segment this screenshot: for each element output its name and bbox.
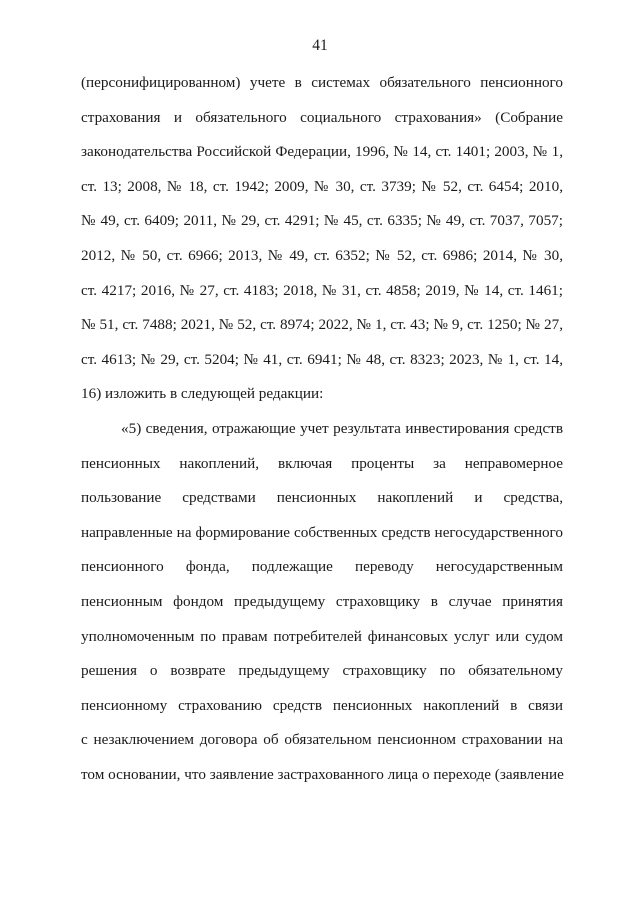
paragraph-amendment-intro (81, 66, 563, 412)
text-line: законодательства Российской Федерации, 1996, № 14, ст. 1401; 2003, № 1, (81, 143, 563, 161)
text-line: пользование средствами пенсионных накоплений и средства, (81, 489, 563, 507)
text-line: пенсионному страхованию средств пенсионных накоплений в связи (81, 696, 563, 714)
text-line: решения о возврате предыдущему страховщику по обязательному (81, 662, 563, 680)
text-line: 16) изложить в следующей редакции: (81, 385, 324, 403)
text-line: уполномоченным по правам потребителей финансовых услуг или судом (81, 627, 563, 645)
text-line: ст. 13; 2008, № 18, ст. 1942; 2009, № 30, ст. 3739; № 52, ст. 6454; 2010, (81, 177, 563, 195)
text-line: № 51, ст. 7488; 2021, № 52, ст. 8974; 2022, № 1, ст. 43; № 9, ст. 1250; № 27, (81, 316, 563, 334)
text-line: пенсионным фондом предыдущему страховщику в случае принятия (81, 592, 563, 610)
text-line: ст. 4613; № 29, ст. 5204; № 41, ст. 6941; № 48, ст. 8323; 2023, № 1, ст. 14, (81, 350, 563, 368)
text-line: № 49, ст. 6409; 2011, № 29, ст. 4291; № 45, ст. 6335; № 49, ст. 7037, 7057; (81, 212, 563, 230)
text-line: пенсионных накоплений, включая проценты за неправомерное (81, 454, 563, 472)
text-line: страхования и обязательного социального страхования» (Собрание (81, 108, 563, 126)
text-line: (персонифицированном) учете в системах обязательного пенсионного (81, 74, 563, 91)
page-number: 41 (312, 37, 328, 54)
text-line: с незаключением договора об обязательном пенсионном страховании на (81, 731, 563, 749)
text-line: пенсионного фонда, подлежащие переводу негосударственным (81, 558, 563, 576)
text-line: ст. 4217; 2016, № 27, ст. 4183; 2018, № 31, ст. 4858; 2019, № 14, ст. 1461; (81, 281, 563, 299)
text-line: том основании, что заявление застрахованного лица о переходе (заявление (81, 765, 564, 783)
text-line: 2012, № 50, ст. 6966; 2013, № 49, ст. 6352; № 52, ст. 6986; 2014, № 30, (81, 246, 563, 264)
document-body (81, 66, 563, 792)
paragraph-item-5 (81, 412, 563, 793)
text-line: направленные на формирование собственных средств негосударственного (81, 523, 563, 541)
text-line: «5) сведения, отражающие учет результата инвестирования средств (121, 419, 563, 437)
